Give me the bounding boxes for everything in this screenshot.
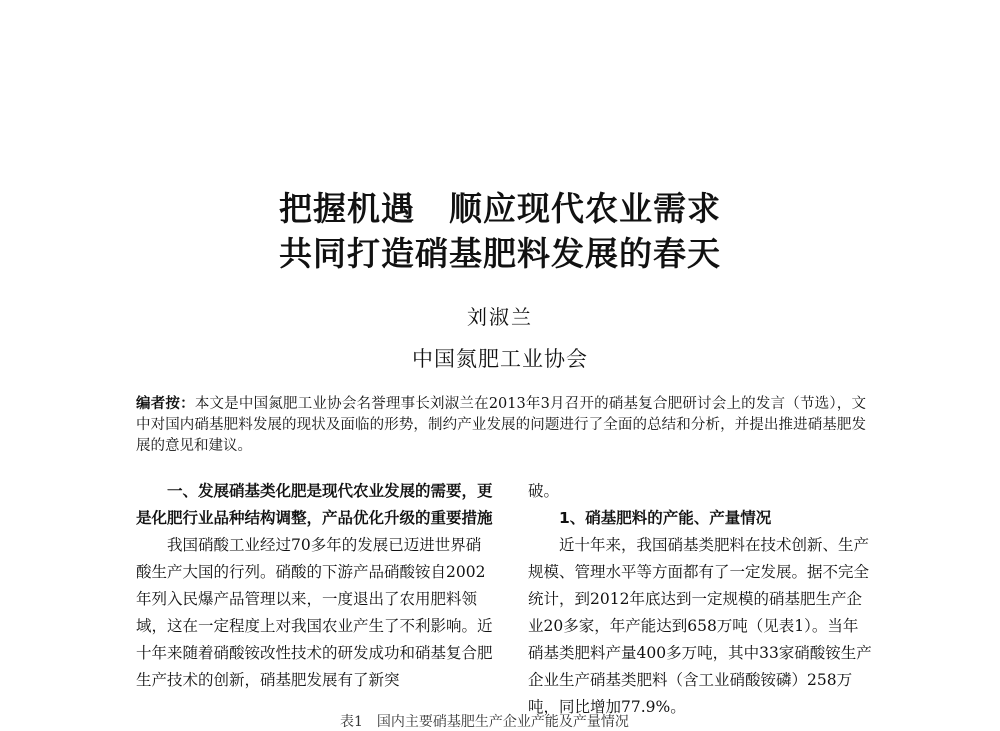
editor-note-text: 本文是中国氮肥工业协会名誉理事长刘淑兰在2013年3月召开的硝基复合肥研讨会上的发言（节选），文中对国内硝基肥料发展的现状及面临的形势，制约产业发展的问题进行了全面的总结和分析，并提出推进硝基肥发展的意见和建议。 xyxy=(136,396,867,454)
author-name: 刘淑兰 xyxy=(467,305,533,329)
article-title-line-1: 把握机遇 顺应现代农业需求 xyxy=(279,189,721,228)
editor-note-label: 编者按： xyxy=(136,396,195,412)
organization-name: 中国氮肥工业协会 xyxy=(412,347,588,371)
paragraph-continuation: 破。 xyxy=(528,482,560,500)
editor-note xyxy=(136,394,866,457)
subsection-heading: 1、硝基肥料的产能、产量情况 xyxy=(559,509,772,527)
table-caption-cropped: 表1 国内主要硝基肥生产企业产能及产量情况 xyxy=(340,714,629,730)
body-paragraph: 我国硝酸工业经过70多年的发展已迈进世界硝酸生产大国的行列。硝酸的下游产品硝酸铵自2002年列入民爆产品管理以来，一度退出了农用肥料领域，这在一定程度上对我国农业产生了不利影响。近十年来随着硝酸铵改性技术的研发成功和硝基复合肥生产技术的创新，硝基肥发展有了新突 xyxy=(136,536,493,689)
body-paragraph: 近十年来，我国硝基类肥料在技术创新、生产规模、管理水平等方面都有了一定发展。据不完全统计，到2012年底达到一定规模的硝基肥生产企业20多家，年产能达到658万吨（见表1）。当年硝基类肥料产量400多万吨，其中33家硝酸铵生产企业生产硝基类肥料（含工业硝酸铵磷）258万吨，同比增加77.9%。 xyxy=(528,536,872,716)
section-heading: 一、发展硝基类化肥是现代农业发展的需要，更是化肥行业品种结构调整，产品优化升级的重要措施 xyxy=(136,482,493,527)
article-title-line-2: 共同打造硝基肥料发展的春天 xyxy=(279,234,721,273)
right-column xyxy=(528,478,872,721)
left-column xyxy=(136,478,496,694)
